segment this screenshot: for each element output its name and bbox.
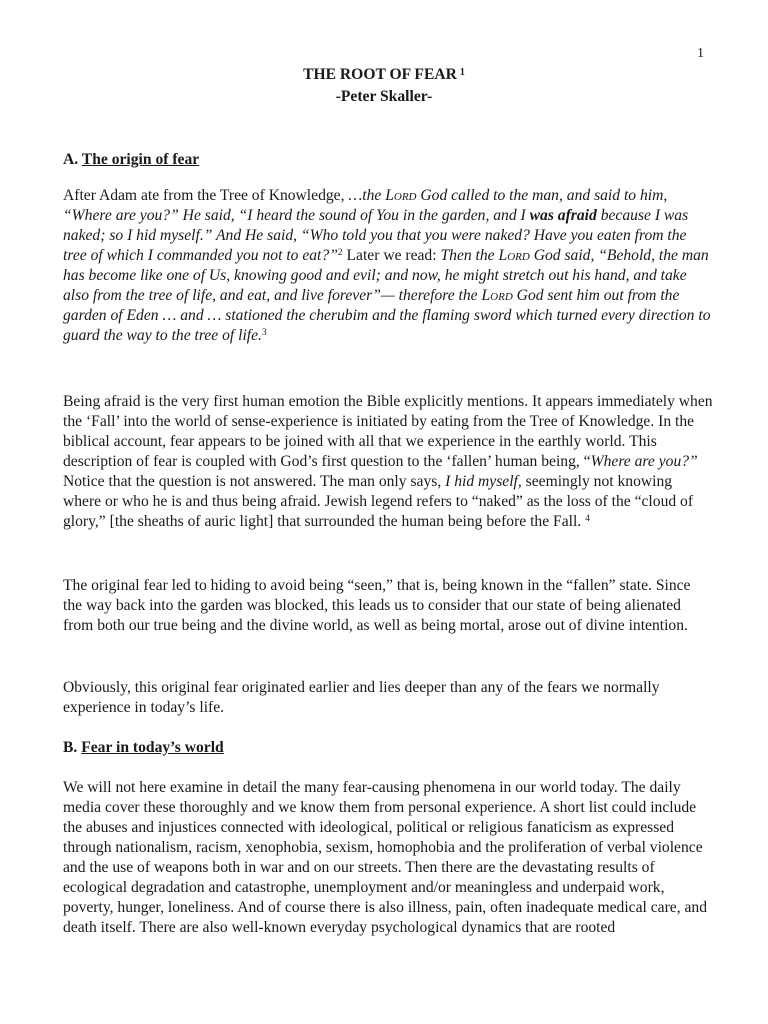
p2-run-1: Being afraid is the very first human emotion the Bible explicitly mentions. It appears immediately when the ‘Fall’ into the world of sense-experience is initiated by eating from the Tree of Knowledge. In the biblical account, fear appears to be joined with all that we experience in the earthly world. This description of fear is coupled with God’s first question to the ‘fallen’ human being, “: [63, 393, 713, 470]
section-a-heading: [63, 150, 713, 170]
section-b-title: Fear in today’s world: [81, 739, 224, 756]
section-a-heading-wrap: [63, 150, 713, 170]
p1-run-2: …the: [348, 187, 386, 204]
p2-run-2: Where are you?”: [590, 453, 698, 470]
section-b-heading: [63, 738, 713, 758]
p1-run-1: After Adam ate from the Tree of Knowledge,: [63, 187, 349, 204]
paragraph-5-text: We will not here examine in detail the many fear-causing phenomena in our world today. The daily media cover these thoroughly and we know them from personal experience. A short list could include the abuses and injustices connected with ideological, political or religious fanaticism as expressed through nationalism, racism, xenophobia, sexism, homophobia and the proliferation of verbal violence and the use of weapons both in war and on our streets. Then there are the devastating results of ecological degradation and catastrophe, unemployment and/or meaningless and underpaid work, poverty, hunger, loneliness. And of course there is also illness, pain, often inadequate medical care, and death itself. There are also well-known everyday psychological dynamics that are rooted: [63, 779, 708, 936]
paragraph-4-text: Obviously, this original fear originated earlier and lies deeper than any of the fears we normally experience in today’s life.: [63, 679, 660, 716]
section-a-letter: A.: [63, 151, 79, 168]
paragraph-5: [63, 778, 713, 938]
p1-run-8: God sent him out from the garden of Eden … and … stationed the cherubim and the flaming sword which turned every direction to guard the way to the tree of life.: [63, 287, 711, 344]
p1-lord-1: Lord: [385, 187, 417, 204]
p1-lord-3: Lord: [481, 287, 513, 304]
section-b-heading-wrap: [63, 738, 713, 758]
author-line: -Peter Skaller-: [335, 88, 433, 105]
p2-run-4: I hid myself,: [445, 473, 522, 490]
footnote-marker-4: 4: [585, 514, 590, 524]
p2-run-5: seemingly not knowing where or who he is and thus being afraid. Jewish legend refers to “naked” as the loss of the “cloud of glory,” [the sheaths of auric light] that surrounded the human being before the Fall.: [63, 473, 694, 530]
section-a-title: The origin of fear: [81, 151, 200, 168]
footnote-marker-3: 3: [261, 328, 267, 338]
section-b-letter: B.: [63, 739, 78, 756]
title-text: THE ROOT OF FEAR: [303, 66, 457, 83]
paragraph-4: [63, 678, 713, 718]
paragraph-2-text: [63, 392, 713, 532]
paragraph-1: [63, 186, 713, 346]
footnote-marker-2: 2: [337, 248, 343, 258]
p1-run-6: Then the: [440, 247, 499, 264]
paragraph-3-text: The original fear led to hiding to avoid being “seen,” that is, being known in the “fallen” state. Since the way back into the garden was blocked, this leads us to consider that our state of being alienated from both our true being and the divine world, as well as being mortal, arose out of divine intention.: [63, 577, 691, 634]
p1-run-4: because I was naked; so I hid myself.” And He said, “Who told you that you were naked? Have you eaten from the tree of which I commanded you not to eat?”: [63, 207, 689, 264]
p2-run-3: Notice that the question is not answered. The man only says,: [63, 473, 446, 490]
title-block: [0, 64, 768, 108]
paragraph-1-text: [63, 186, 713, 346]
p1-run-7: God said, “Behold, the man has become like one of Us, knowing good and evil; and now, he might stretch out his hand, and take also from the tree of life, and eat, and live forever”— therefore the: [63, 247, 709, 304]
document-title: [0, 64, 768, 86]
paragraph-3: [63, 576, 713, 636]
p1-run-5: Later we read:: [342, 247, 441, 264]
title-footnote-marker: 1: [459, 67, 465, 78]
p1-bold-afraid: was afraid: [529, 207, 597, 224]
paragraph-2: [63, 392, 713, 532]
p1-lord-2: Lord: [498, 247, 530, 264]
page-number: 1: [697, 46, 704, 61]
p1-run-3: God called to the man, and said to him, “Where are you?” He said, “I heard the sound of You in the garden, and I: [63, 187, 668, 224]
